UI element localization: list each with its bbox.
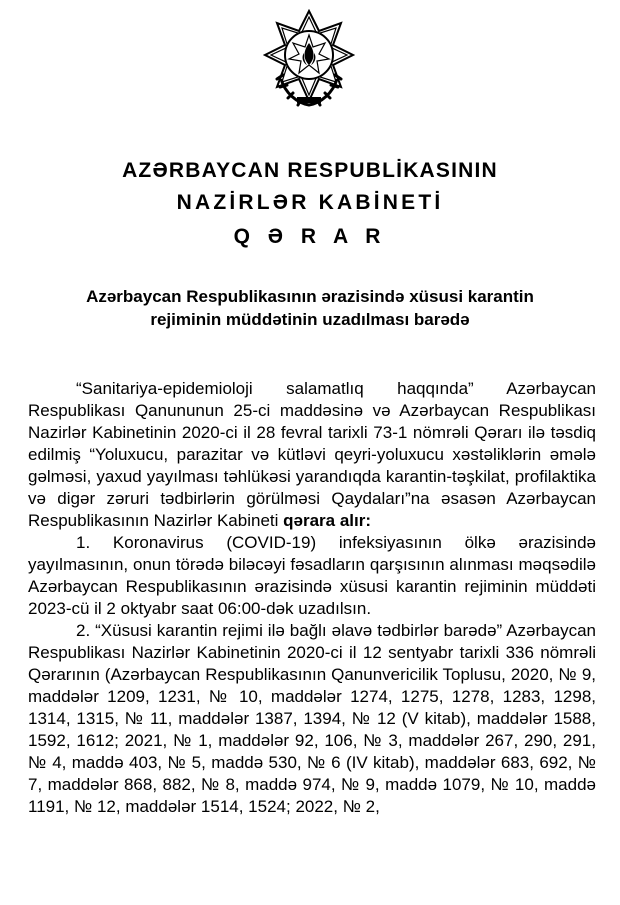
document-type: Q Ə R A R [233, 225, 387, 248]
state-emblem-icon [263, 9, 355, 109]
preamble-text: “Sanitariya-epidemioloji salamatlıq haqqında” Azərbaycan Respublikası Qanununun 25-ci maddəsinə və Azərbaycan Respublikası Nazirlər Kabinetinin 2020-ci il 28 fevral tarixli 73-1 nömrəli Qərarı ilə təsdiq edilmiş “Yoluxucu, parazitar və kütləvi qeyri-yoluxucu xəstəliklərin əmələ gəlməsi, yaxud yayılması təhlükəsi yarandıqda karantin-təşkilat, profilaktika və digər zəruri tədbirlərin görülməsi Qaydaları”na əsasən Azərbaycan Respublikasının Nazirlər Kabineti [28, 379, 596, 530]
subject-line-2: rejiminin müddətinin uzadılması barədə [150, 310, 470, 329]
item-2-paragraph: 2. “Xüsusi karantin rejimi ilə bağlı əlavə tədbirlər barədə” Azərbaycan Respublikası Nazirlər Kabinetinin 2020-ci il 12 sentyabr tarixli 336 nömrəli Qərarının (Azərbaycan Respublikasının Qanunvericilik Toplusu, 2020, № 9, maddələr 1209, 1231, № 10, maddələr 1274, 1275, 1278, 1283, 1298, 1314, 1315, № 11, maddələr 1387, 1394, № 12 (V kitab), maddələr 1588, 1592, 1612; 2021, № 1, maddələr 92, 106, № 3, maddələr 267, 290, 291, № 4, maddə 403, № 5, maddə 530, № 6 (IV kitab), maddələr 683, 692, № 7, maddələr 868, 882, № 8, maddə 974, № 9, maddə 1079, № 10, maddə 1191, № 12, maddələr 1514, 1524; 2022, № 2, [28, 621, 596, 816]
issuer-line-1: AZƏRBAYCAN RESPUBLİKASININ [122, 159, 498, 182]
subject-line-1: Azərbaycan Respublikasının ərazisində xüsusi karantin [86, 287, 534, 306]
preamble-paragraph [28, 378, 596, 532]
document-body [28, 378, 596, 818]
decision-phrase: qərara alır: [283, 511, 372, 530]
document-subject [30, 285, 590, 331]
item-1-paragraph: 1. Koronavirus (COVID-19) infeksiyasının ölkə ərazisində yayılmasının, onun törədə biləcəyi fəsadların qarşısının alınması məqsədilə Azərbaycan Respublikasının ərazisində xüsusi karantin rejiminin müddəti 2023-cü il 2 oktyabr saat 06:00-dək uzadılsın. [28, 533, 596, 618]
issuer-line-2: NAZİRLƏR KABİNETİ [176, 191, 444, 214]
